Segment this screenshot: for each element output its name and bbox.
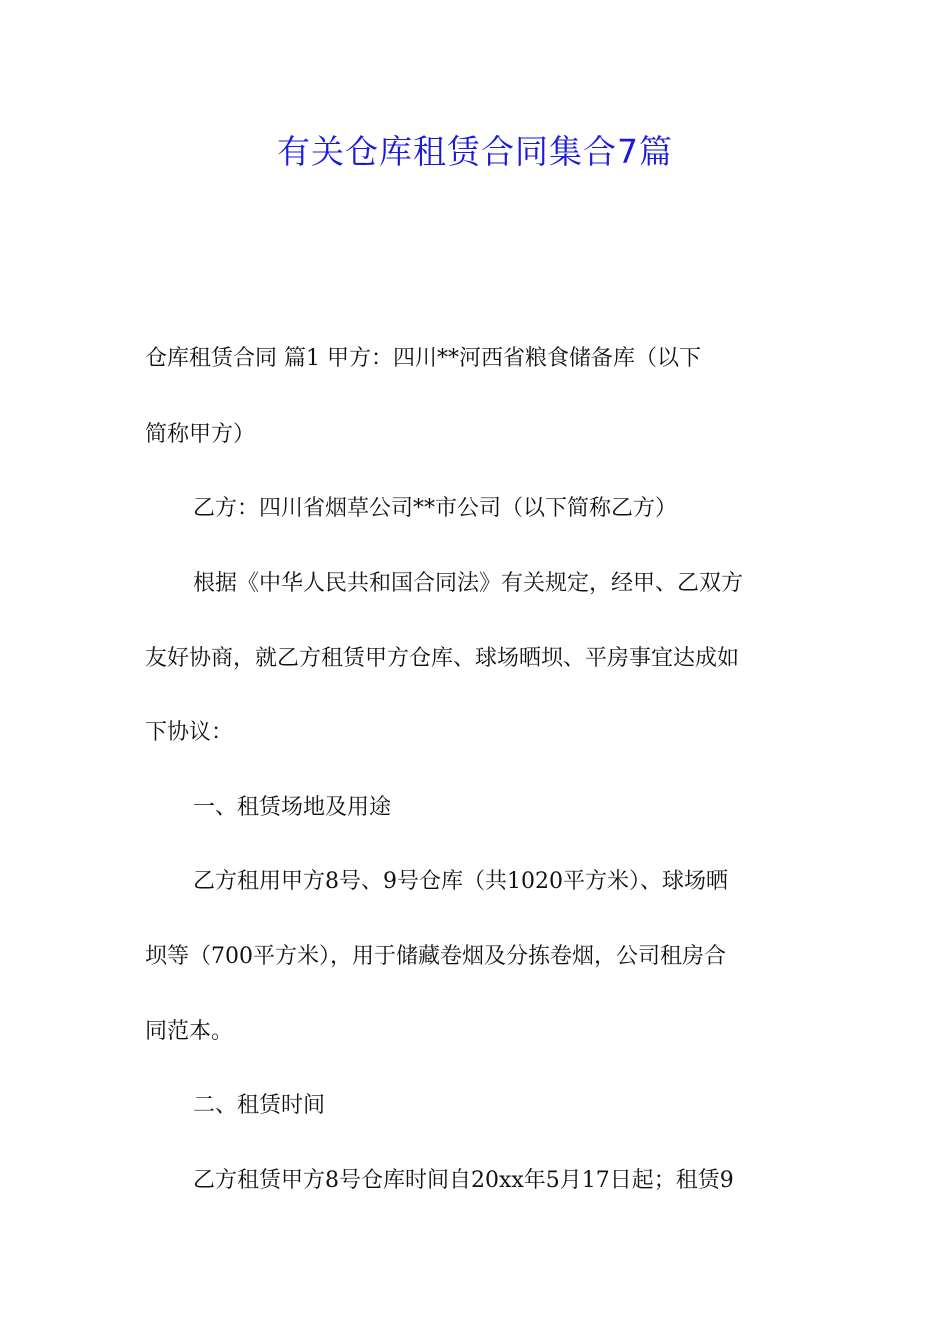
body-line: 乙方：四川省烟草公司**市公司（以下简称乙方）	[193, 496, 678, 521]
body-line: 简称甲方）	[145, 422, 256, 447]
body-line: 友好协商，就乙方租赁甲方仓库、球场晒坝、平房事宜达成如	[145, 646, 740, 671]
body-line: 同范本。	[145, 1019, 234, 1044]
section-heading: 一、租赁场地及用途	[193, 795, 392, 820]
body-line: 坝等（700平方米），用于储藏卷烟及分拣卷烟，公司租房合	[145, 944, 726, 969]
body-line: 根据《中华人民共和国合同法》有关规定，经甲、乙双方	[193, 571, 744, 596]
body-line: 乙方租赁甲方8号仓库时间自20xx年5月17日起；租赁9	[193, 1168, 734, 1193]
document-title: 有关仓库租赁合同集合7篇	[277, 132, 673, 171]
section-heading: 二、租赁时间	[193, 1093, 326, 1118]
body-line: 下协议：	[145, 720, 234, 745]
body-line: 仓库租赁合同 篇1 甲方：四川**河西省粮食储备库（以下	[145, 346, 701, 371]
body-line: 乙方租用甲方8号、9号仓库（共1020平方米）、球场晒	[193, 869, 728, 894]
